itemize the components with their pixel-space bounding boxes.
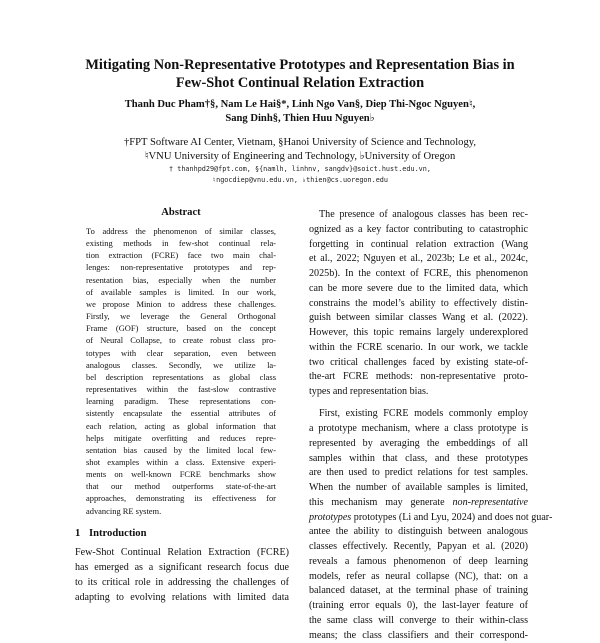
body-line: the same class will converge to their within-class bbox=[309, 614, 528, 629]
body-line: 2025b). In the context of FCRE, this phenomenon bbox=[309, 267, 528, 282]
abstract-line: advancing RE system. bbox=[86, 505, 276, 517]
body-text: this mechanism may generate bbox=[309, 497, 453, 508]
abstract-heading: Abstract bbox=[86, 207, 276, 218]
body-line: (training error equals 0), the last-layer feature of bbox=[309, 599, 528, 614]
body-line: types and representation bias. bbox=[309, 385, 528, 400]
body-line: are then used to predict relations for test samples. bbox=[309, 466, 528, 481]
abstract-line: learning paradigm. These representations con- bbox=[86, 395, 276, 407]
abstract-line: resentation bias, especially when the number bbox=[86, 274, 276, 286]
abstract-line: tion extraction (FCRE) face two main chal- bbox=[86, 249, 276, 261]
affiliations bbox=[40, 136, 560, 164]
body-line: First, existing FCRE models commonly employ bbox=[309, 407, 528, 422]
abstract-line: we propose Minion to address these challenges. bbox=[86, 298, 276, 310]
body-line: et al., 2022; Nguyen et al., 2023b; Le et al., 2024c, bbox=[309, 252, 528, 267]
abstract-line: approaches, demonstrating its effectiveness for bbox=[86, 492, 276, 504]
body-line: balanced dataset, at the terminal phase of training bbox=[309, 584, 528, 599]
body-line: ognized as a key factor contributing to catastrophic bbox=[309, 223, 528, 238]
abstract-body bbox=[86, 225, 276, 517]
abstract-line: lenges: non-representative prototypes and rep- bbox=[86, 261, 276, 273]
body-line: reveals a famous phenomenon of deep learning bbox=[309, 555, 528, 570]
body-line: within the FCRE scenario. In our work, we tackle bbox=[309, 341, 528, 356]
right-column bbox=[309, 208, 528, 643]
abstract-line: sistently encapsulate the essential attributes of bbox=[86, 407, 276, 419]
abstract-line: existing methods in few-shot continual rela- bbox=[86, 237, 276, 249]
intro-line: has emerged as a significant research focus due bbox=[75, 561, 289, 576]
body-line: forgetting in continual relation extraction (Wang bbox=[309, 238, 528, 253]
body-line: antee the ability to distinguish between analogous bbox=[309, 525, 528, 540]
introduction-heading bbox=[75, 528, 295, 539]
body-line: can be more severe due to the limited data, which bbox=[309, 282, 528, 297]
emphasis-text: prototypes bbox=[309, 512, 351, 523]
body-line: two critical challenges faced by existing state-of- bbox=[309, 356, 528, 371]
intro-line: to its critical role in addressing the challenges of bbox=[75, 576, 289, 591]
authors-line-2: Sang Dinh§, Thien Huu Nguyen♭ bbox=[40, 112, 560, 126]
abstract-line: Firstly, we leverage the General Orthogonal bbox=[86, 310, 276, 322]
paper-title bbox=[40, 56, 560, 92]
body-line: a prototype mechanism, where a class prototype is bbox=[309, 422, 528, 437]
abstract-line: sentation bias caused by the limited local few- bbox=[86, 444, 276, 456]
title-line-2: Few-Shot Continual Relation Extraction bbox=[40, 74, 560, 92]
body-line: represented by averaging the embeddings of all bbox=[309, 437, 528, 452]
abstract-line: of Neural Collapse, to create robust class pro- bbox=[86, 334, 276, 346]
body-line-with-emphasis bbox=[309, 511, 528, 526]
emails-line-1: † thanhpd29@fpt.com, §{namlh, linhnv, sangdv}@soict.hust.edu.vn, bbox=[40, 164, 560, 175]
emphasis-text: non-representative bbox=[453, 497, 529, 508]
body-line: When the number of available samples is limited, bbox=[309, 481, 528, 496]
intro-line: Few-Shot Continual Relation Extraction (FCRE) bbox=[75, 546, 289, 561]
section-title: Introduction bbox=[89, 528, 147, 539]
emails-line-2: ♮ngocdiep@vnu.edu.vn, ♭thien@cs.uoregon.edu bbox=[40, 175, 560, 186]
abstract-line: bel description representations as global class bbox=[86, 371, 276, 383]
abstract-line: analogous classes. Secondly, we utilize la- bbox=[86, 359, 276, 371]
abstract-line: of available samples is limited. In our work, bbox=[86, 286, 276, 298]
affiliations-line-1: †FPT Software AI Center, Vietnam, §Hanoi University of Science and Technology, bbox=[40, 136, 560, 150]
abstract-line: totypes with clear separation, even between bbox=[86, 347, 276, 359]
abstract-line: representatives within the fast-slow contrastive bbox=[86, 383, 276, 395]
body-line: However, this topic remains largely underexplored bbox=[309, 326, 528, 341]
abstract-line: each relation, acting as global information that bbox=[86, 420, 276, 432]
section-number: 1 bbox=[75, 528, 89, 539]
body-line: the-art FCRE methods: non-representative proto- bbox=[309, 370, 528, 385]
body-line: The presence of analogous classes has been rec- bbox=[309, 208, 528, 223]
intro-line: adapting to evolving relations with limited data bbox=[75, 591, 289, 606]
body-line-with-emphasis bbox=[309, 496, 528, 511]
abstract-line: Frame (GOF) structure, based on the concept bbox=[86, 322, 276, 334]
abstract-line: shot examples within a class. Extensive experi- bbox=[86, 456, 276, 468]
abstract-line: ments on well-known FCRE benchmarks show bbox=[86, 468, 276, 480]
abstract-line: that our method outperforms state-of-the-art bbox=[86, 480, 276, 492]
abstract-line: To address the phenomenon of similar classes, bbox=[86, 225, 276, 237]
affiliations-line-2: ♮VNU University of Engineering and Technology, ♭University of Oregon bbox=[40, 150, 560, 164]
body-line: guish between similar classes Wang et al. (2022). bbox=[309, 311, 528, 326]
author-list bbox=[40, 98, 560, 126]
author-emails bbox=[40, 164, 560, 186]
body-text: prototypes (Li and Lyu, 2024) and does not guar- bbox=[351, 512, 552, 523]
title-line-1: Mitigating Non-Representative Prototypes and Representation Bias in bbox=[40, 56, 560, 74]
introduction-body bbox=[75, 546, 289, 606]
body-line: means; the class classifiers and their correspond- bbox=[309, 629, 528, 643]
body-line: samples within that class, and these prototypes bbox=[309, 452, 528, 467]
abstract-line: helps mitigate overfitting and reduces repre- bbox=[86, 432, 276, 444]
body-line: classes effectively. Recently, Papyan et al. (2020) bbox=[309, 540, 528, 555]
authors-line-1: Thanh Duc Pham†§, Nam Le Hai§*, Linh Ngo Van§, Diep Thi-Ngoc Nguyen♮, bbox=[40, 98, 560, 112]
body-line: constrains the model’s ability to effectively distin- bbox=[309, 297, 528, 312]
body-line: models, refer as neural collapse (NC), that: on a bbox=[309, 570, 528, 585]
